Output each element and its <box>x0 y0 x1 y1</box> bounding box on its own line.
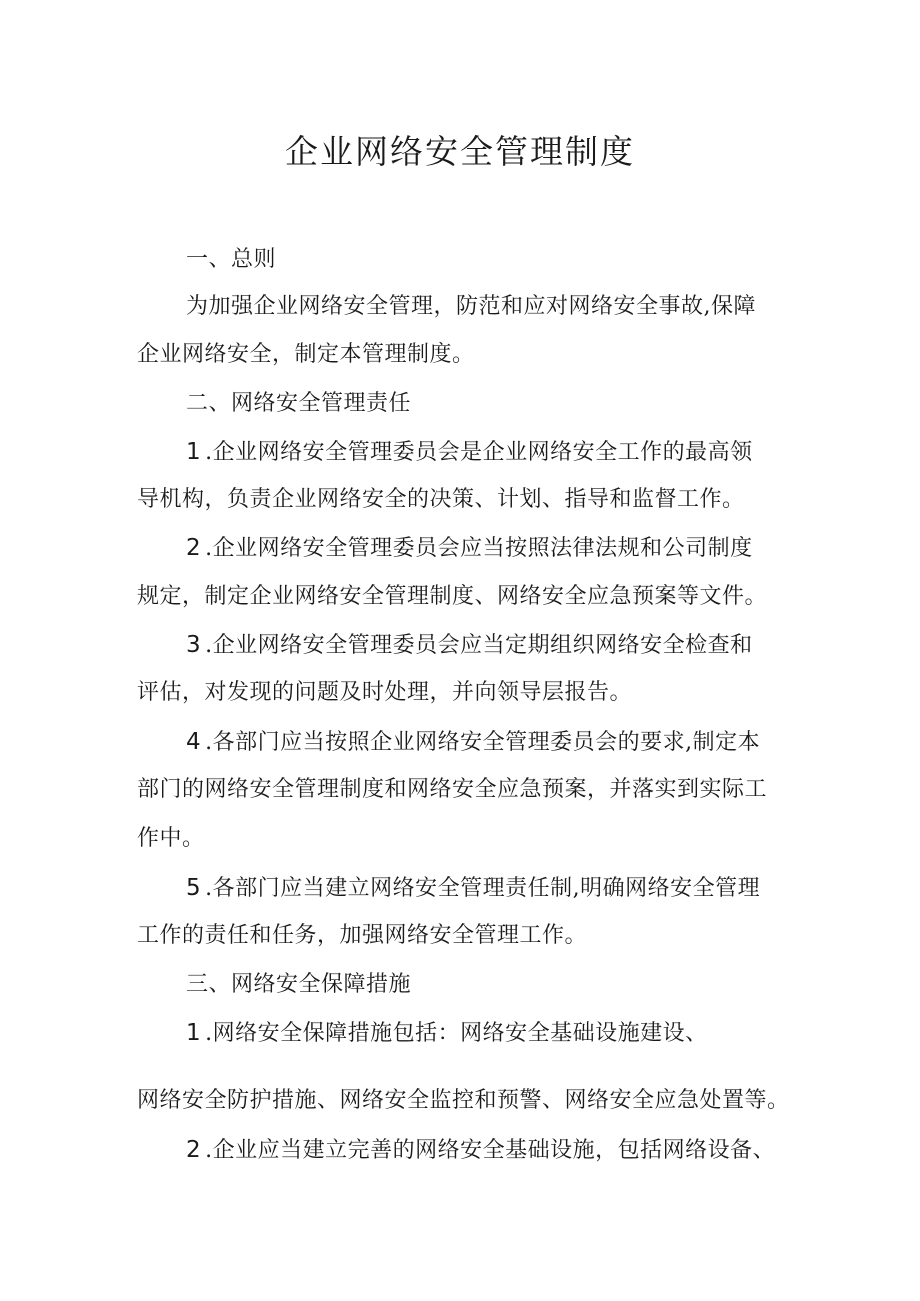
document-title: 企业网络安全管理制度 <box>285 132 635 171</box>
paragraph-line: 部门的网络安全管理制度和网络安全应急预案，并落实到实际工 <box>137 777 768 802</box>
paragraph-line: 规定，制定企业网络安全管理制度、网络安全应急预案等文件。 <box>137 584 768 609</box>
list-item-line <box>186 533 753 564</box>
list-number: 2 <box>186 535 202 561</box>
section-heading-responsibility: 二、网络安全管理责任 <box>186 391 412 416</box>
list-item-text: .企业网络安全管理委员会应当定期组织网络安全检查和 <box>205 633 753 658</box>
list-item-text: .网络安全保障措施包括：网络安全基础设施建设、 <box>205 1021 708 1046</box>
paragraph-line: 导机构，负责企业网络安全的决策、计划、指导和监督工作。 <box>137 487 745 512</box>
list-item-line <box>186 727 760 758</box>
list-number: 3 <box>186 632 202 658</box>
list-item-line <box>186 873 760 904</box>
list-item-text: .企业网络安全管理委员会是企业网络安全工作的最高领 <box>205 440 753 465</box>
paragraph-line: 为加强企业网络安全管理，防范和应对网络安全事故,保障 <box>186 294 756 319</box>
list-item-line <box>186 437 753 468</box>
paragraph-line: 企业网络安全，制定本管理制度。 <box>137 342 475 367</box>
paragraph-line: 工作的责任和任务，加强网络安全管理工作。 <box>137 923 588 948</box>
paragraph-line: 评估，对发现的问题及时处理，并向领导层报告。 <box>137 680 633 705</box>
paragraph-line: 网络安全防护措施、网络安全监控和预警、网络安全应急处置等。 <box>137 1088 790 1113</box>
paragraph-line: 作中。 <box>137 826 205 851</box>
section-heading-general: 一、总则 <box>186 247 277 272</box>
list-number: 2 <box>186 1137 202 1163</box>
list-number: 1 <box>186 439 202 465</box>
section-heading-measures: 三、网络安全保障措施 <box>186 972 412 997</box>
list-number: 5 <box>186 875 202 901</box>
list-number: 4 <box>186 729 202 755</box>
list-item-text: .各部门应当建立网络安全管理责任制,明确网络安全管理 <box>205 876 761 901</box>
list-item-line <box>186 1135 775 1166</box>
list-item-text: .各部门应当按照企业网络安全管理委员会的要求,制定本 <box>205 730 761 755</box>
list-item-line <box>186 1018 708 1049</box>
list-item-text: .企业网络安全管理委员会应当按照法律法规和公司制度 <box>205 536 753 561</box>
list-number: 1 <box>186 1020 202 1046</box>
list-item-line <box>186 630 753 661</box>
list-item-text: .企业应当建立完善的网络安全基础设施，包括网络设备、 <box>205 1138 776 1163</box>
